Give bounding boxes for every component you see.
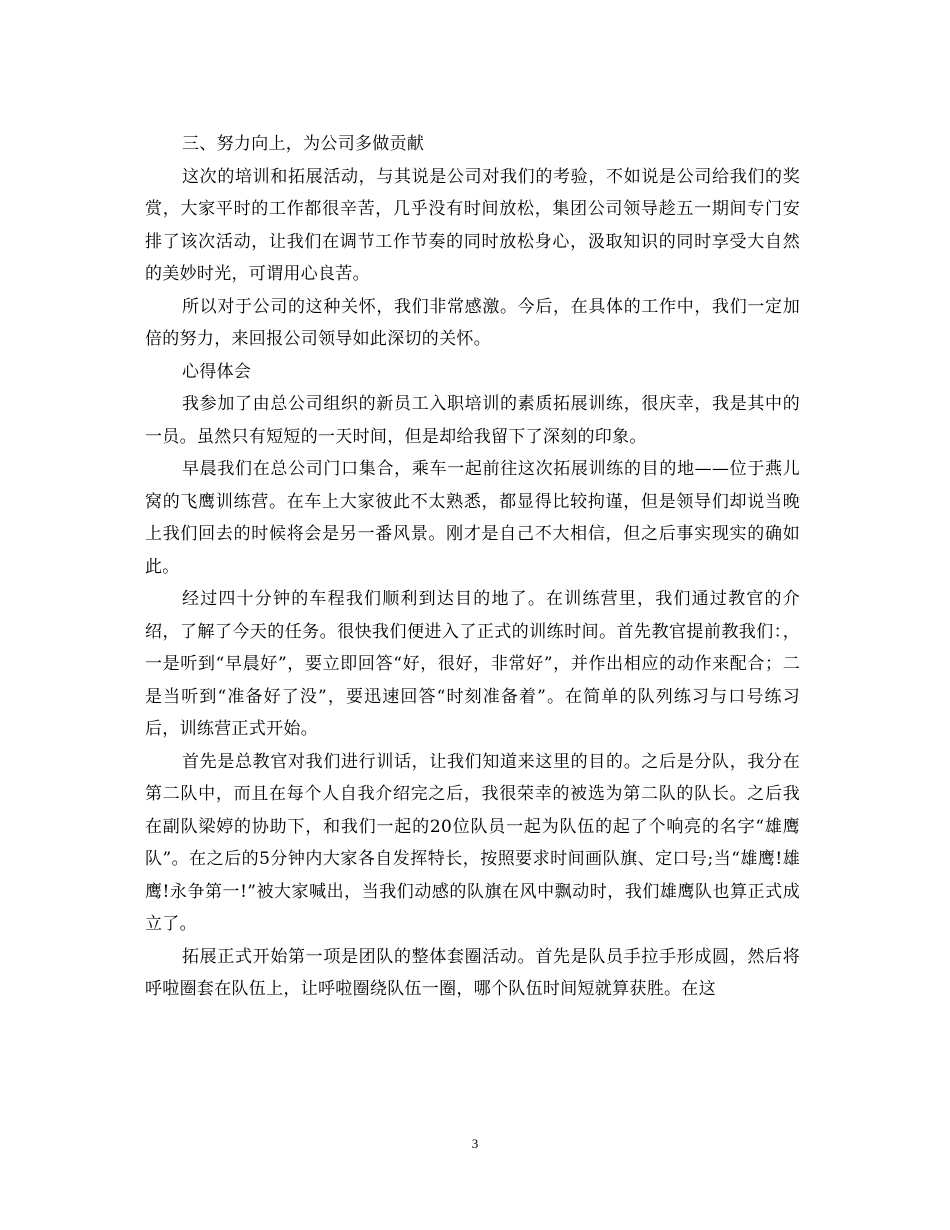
section-heading: 心得体会 — [182, 361, 252, 382]
body-paragraph: 首先是总教官对我们进行训话，让我们知道来这里的目的。之后是分队，我分在第二队中，而且在每个人自我介绍完之后，我很荣幸的被选为第二队的队长。之后我在副队梁婷的协助下，和我们一起的20位队员一起为队伍的起了个响亮的名字“雄鹰队”。在之后的5分钟内大家各自发挥特长，按照要求时间画队旗、定口号;当“雄鹰!雄鹰!永争第一!”被大家喊出，当我们动感的队旗在风中飘动时，我们雄鹰队也算正式成立了。 — [145, 751, 800, 934]
document-body — [145, 128, 800, 1006]
body-paragraph: 我参加了由总公司组织的新员工入职培训的素质拓展训练，很庆幸，我是其中的一员。虽然只有短短的一天时间，但是却给我留下了深刻的印象。 — [145, 394, 800, 447]
body-paragraph: 这次的培训和拓展活动，与其说是公司对我们的考验，不如说是公司给我们的奖赏，大家平时的工作都很辛苦，几乎没有时间放松，集团公司领导趁五一期间专门安排了该次活动，让我们在调节工作节奏的同时放松身心，汲取知识的同时享受大自然的美妙时光，可谓用心良苦。 — [145, 166, 800, 284]
body-paragraph: 所以对于公司的这种关怀，我们非常感激。今后，在具体的工作中，我们一定加倍的努力，来回报公司领导如此深切的关怀。 — [145, 296, 800, 349]
page-number: 3 — [471, 1136, 479, 1151]
body-paragraph: 经过四十分钟的车程我们顺利到达目的地了。在训练营里，我们通过教官的介绍，了解了今天的任务。很快我们便进入了正式的训练时间。首先教官提前教我们：，一是听到“早晨好”，要立即回答“好，很好，非常好”，并作出相应的动作来配合；二是当听到“准备好了没”，要迅速回答“时刻准备着”。在简单的队列练习与口号练习后，训练营正式开始。 — [145, 589, 800, 739]
section-heading: 三、努力向上，为公司多做贡献 — [182, 134, 425, 154]
body-paragraph: 拓展正式开始第一项是团队的整体套圈活动。首先是队员手拉手形成圆，然后将呼啦圈套在队伍上，让呼啦圈绕队伍一圈，哪个队伍时间短就算获胜。在这 — [145, 946, 800, 999]
body-paragraph: 早晨我们在总公司门口集合，乘车一起前往这次拓展训练的目的地——位于燕儿窝的飞鹰训练营。在车上大家彼此不太熟悉，都显得比较拘谨，但是领导们却说当晚上我们回去的时候将会是另一番风景。刚才是自己不大相信，但之后事实现实的确如此。 — [145, 459, 800, 577]
